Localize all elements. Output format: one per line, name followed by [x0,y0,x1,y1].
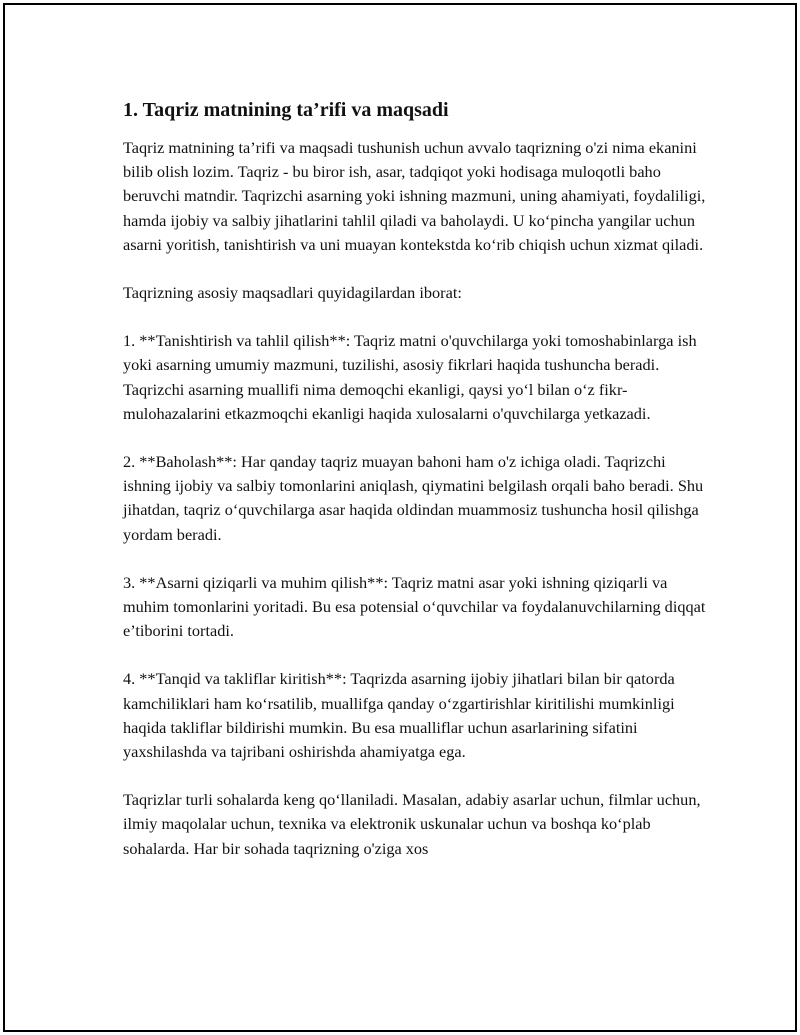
paragraph-goal-3: 3. **Asarni qiziqarli va muhim qilish**: Taqriz matni asar yoki ishning qiziqarli va muhim tomonlarini yoritadi. Bu esa potensial o‘quvchilar va foydalanuvchilarning diqqat e’tiborini tortadi. [123,572,706,641]
paragraph-goal-2: 2. **Baholash**: Har qanday taqriz muayan bahoni ham o'z ichiga oladi. Taqrizchi ishning ijobiy va salbiy tomonlarini aniqlash, qiymatini belgilash orqali baho beradi. Shu jihatdan, taqriz o‘quvchilarga asar haqida oldindan muammosiz tushuncha hosil qilishga yordam beradi. [123,452,704,544]
document-page [123,97,713,885]
paragraph-goal-4: 4. **Tanqid va takliflar kiritish**: Taqrizda asarning ijobiy jihatlari bilan bir qatorda kamchiliklari ham ko‘rsatilib, muallifga qanday o‘zgartirishlar kiritilishi mumkinligi haqida takliflar bildirishi mumkin. Bu esa mualliflar uchun asarlarining sifatini yaxshilashda va tajribani oshirishda ahamiyatga ega. [123,669,675,762]
paragraph-definition: Taqriz matnining ta’rifi va maqsadi tushunish uchun avvalo taqrizning o'zi nima ekanini bilib olish lozim. Taqriz - bu biror ish, asar, tadqiqot yoki hodisaga muloqotli baho beruvchi matndir. Taqrizchi asarning yoki ishning mazmuni, uning ahamiyati, foydaliligi, hamda ijobiy va salbiy jihatlarini tahlil qiladi va baholaydi. U ko‘pincha yangilar uchun asarni yoritish, tanishtirish va uni muayan kontekstda ko‘rib chiqish uchun xizmat qiladi. [123,138,706,254]
paragraph-goal-1: 1. **Tanishtirish va tahlil qilish**: Taqriz matni o'quvchilarga yoki tomoshabinlarga ish yoki asarning umumiy mazmuni, tuzilishi, asosiy fikrlari haqida tushuncha beradi. Taqrizchi asarning muallifi nima demoqchi ekanligi, qaysi yo‘l bilan o‘z fikr-mulohazalarini etkazmoqchi ekanligi haqida xulosalarni o'quvchilarga yetkazadi. [123,331,697,423]
page-frame [3,3,797,1032]
section-heading: 1. Taqriz matnining ta’rifi va maqsadi [123,99,449,121]
paragraph-usage: Taqrizlar turli sohalarda keng qo‘llaniladi. Masalan, adabiy asarlar uchun, filmlar uchun, ilmiy maqolalar uchun, texnika va elektronik uskunalar uchun va boshqa ko‘plab sohalarda. Har bir sohada taqrizning o'ziga xos [123,790,701,858]
paragraph-goals-intro: Taqrizning asosiy maqsadlari quyidagilardan iborat: [123,283,462,303]
